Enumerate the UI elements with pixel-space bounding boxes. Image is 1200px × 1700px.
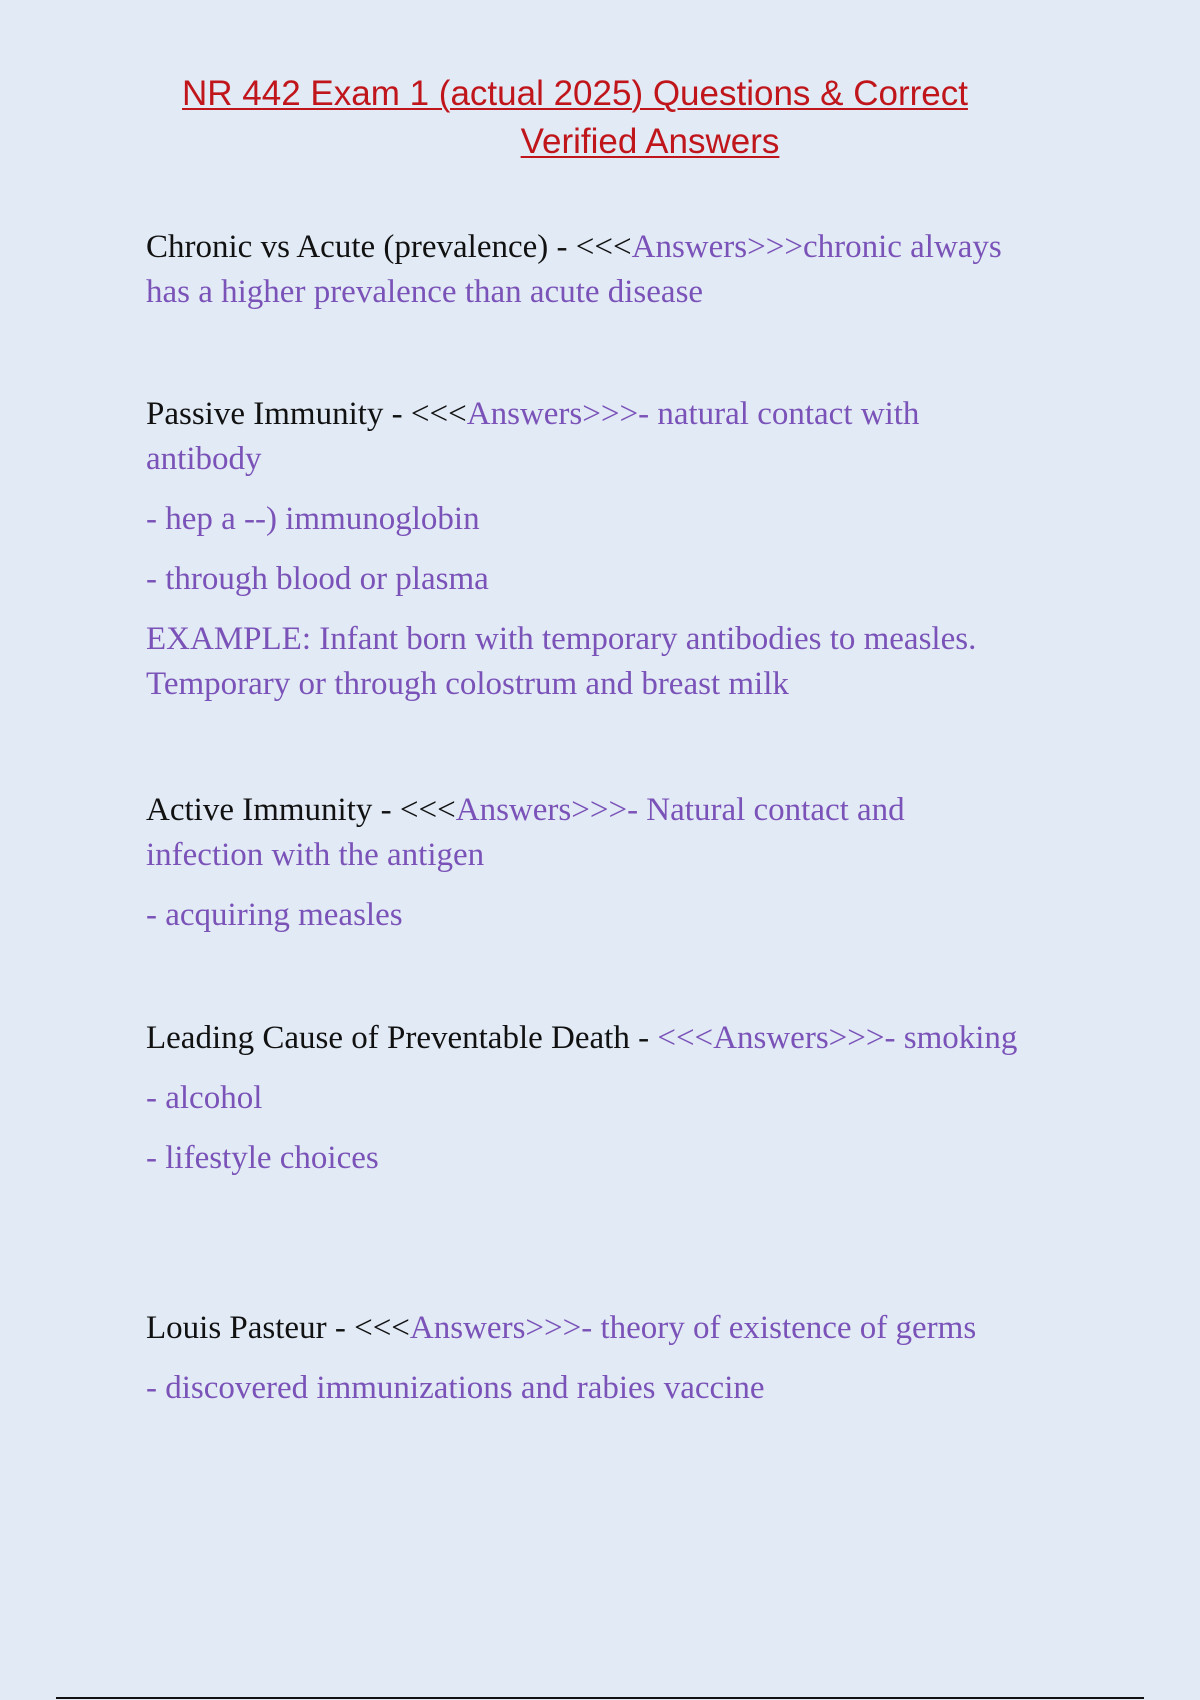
answer-tag (411, 396, 638, 432)
question-text: Louis Pasteur (146, 1310, 327, 1346)
answer-text: - theory of existence of germs (581, 1310, 977, 1346)
answer-text: - Natural contact and infection with the antigen (146, 792, 905, 873)
question-text: Leading Cause of Preventable Death (146, 1020, 630, 1056)
answer-tag-word: Answers>>> (455, 792, 628, 828)
qa-entry-active-immunity (146, 788, 1026, 938)
answer-tag-open: <<< (657, 1020, 714, 1056)
answer-tag-open: <<< (354, 1310, 410, 1346)
qa-entry-chronic-vs-acute (146, 225, 1026, 315)
answer-text: chronic always has a higher prevalence than acute disease (146, 229, 1002, 310)
answer-extra-line: - discovered immunizations and rabies vaccine (146, 1370, 765, 1406)
answer-tag (657, 1020, 884, 1056)
answer-extra-line: - hep a --) immunoglobin (146, 501, 480, 537)
answer-extra-line: - through blood or plasma (146, 561, 489, 597)
answer-extra-line: - alcohol (146, 1080, 263, 1116)
title-line-1: NR 442 Exam 1 (actual 2025) Questions & Correct (182, 74, 968, 113)
answer-extra-line: - acquiring measles (146, 897, 403, 933)
document-title (150, 70, 1000, 166)
question-text: Chronic vs Acute (prevalence) (146, 229, 549, 265)
separator: - (326, 1310, 355, 1346)
answer-example: EXAMPLE: Infant born with temporary antibodies to measles. Temporary or through colostrum and breast milk (146, 621, 977, 702)
question-text: Passive Immunity (146, 396, 384, 432)
separator: - (548, 229, 576, 265)
separator: - (629, 1020, 658, 1056)
answer-tag-open: <<< (399, 792, 456, 828)
answer-text: - natural contact with antibody (146, 396, 920, 477)
answer-tag-word: Answers>>> (409, 1310, 582, 1346)
answer-tag (576, 229, 803, 265)
answer-extra-line: - lifestyle choices (146, 1140, 379, 1176)
separator: - (372, 792, 400, 828)
answer-tag-open: <<< (575, 229, 632, 265)
answer-tag-word: Answers>>> (631, 229, 803, 265)
qa-entry-louis-pasteur (146, 1306, 1026, 1411)
answer-tag (400, 792, 627, 828)
qa-entry-leading-cause-of-death (146, 1016, 1026, 1181)
footer-divider (56, 1697, 1144, 1699)
separator: - (383, 396, 411, 432)
answer-tag-word: Answers>>> (713, 1020, 885, 1056)
answer-tag-open: <<< (410, 396, 467, 432)
answer-tag (354, 1310, 581, 1346)
answer-tag-word: Answers>>> (466, 396, 639, 432)
title-line-2: Verified Answers (520, 122, 780, 161)
question-text: Active Immunity (146, 792, 373, 828)
answer-text: - smoking (884, 1020, 1018, 1056)
qa-entry-passive-immunity (146, 392, 1026, 707)
